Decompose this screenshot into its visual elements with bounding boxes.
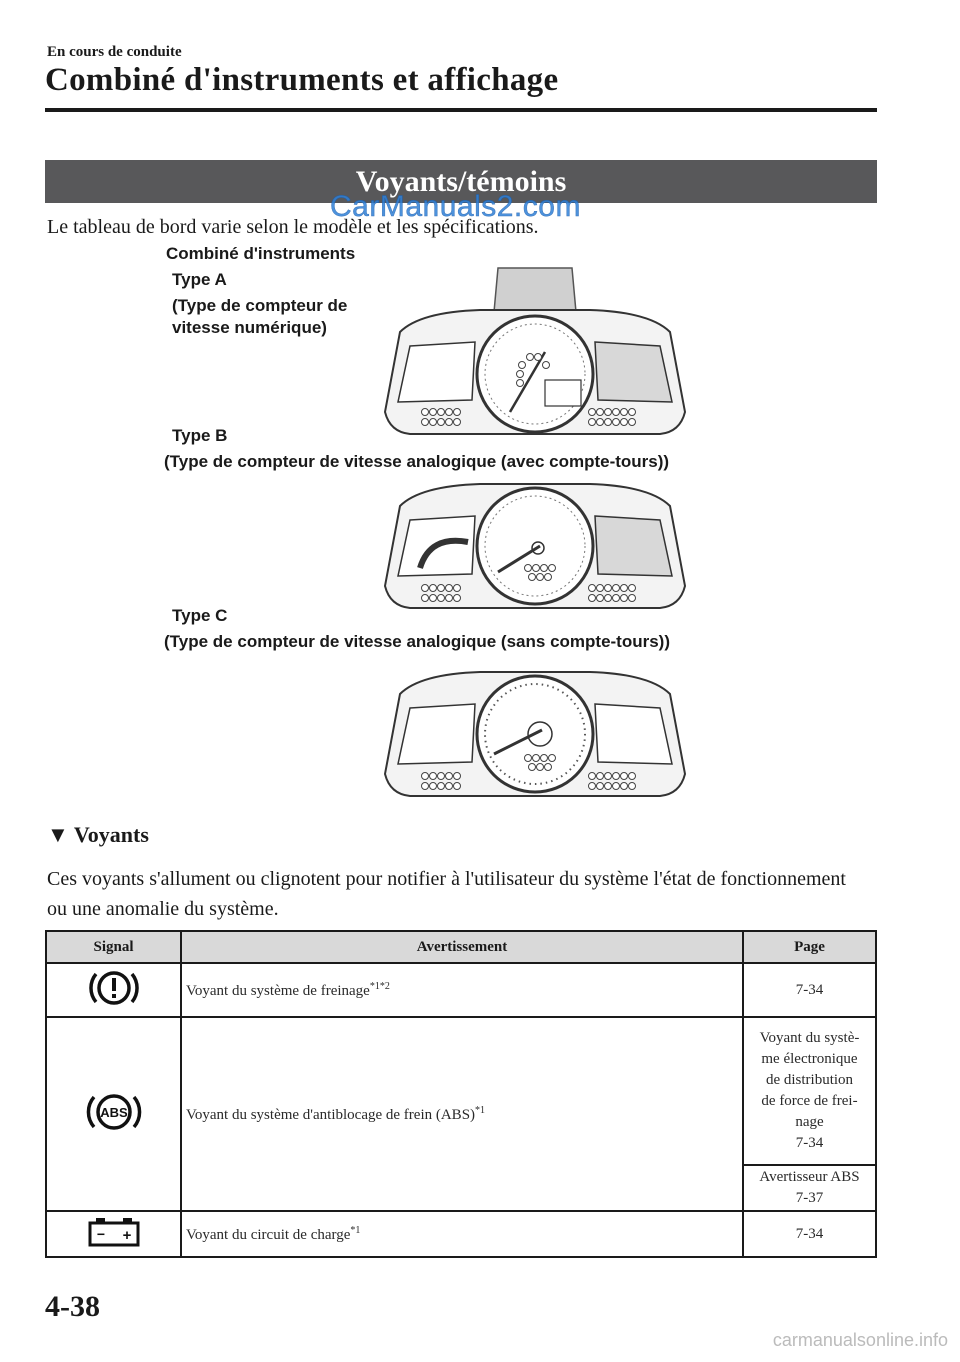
warning-text: Voyant du circuit de charge$^{*1}$ [181, 1211, 743, 1257]
svg-text:ABS: ABS [99, 1104, 128, 1120]
header-warning: Avertissement [181, 931, 743, 963]
section-banner: Voyants/témoins [45, 160, 877, 203]
brake-warning-icon [86, 966, 142, 1010]
type-a-desc-2: vitesse numérique) [172, 318, 327, 337]
type-c-label: Type C [172, 606, 228, 625]
table-row [46, 1211, 876, 1257]
page-ref: 7-34 [743, 1211, 876, 1257]
table-row [46, 963, 876, 1017]
page-ref: Avertisseur ABS 7-37 [743, 1165, 876, 1211]
signals-table [45, 930, 877, 1258]
type-a-label: Type A [172, 270, 227, 289]
figure-heading: Combiné d'instruments [166, 244, 356, 263]
dashboard-type-a-illustration [380, 262, 690, 437]
warning-text: Voyant du système d'antiblocage de frein (ABS)$^{*1}$ [181, 1017, 743, 1211]
header-signal: Signal [46, 931, 181, 963]
voyants-heading: ▼ Voyants [47, 822, 149, 847]
abs-warning-icon [82, 1088, 146, 1136]
page-number: 4-38 [45, 1290, 100, 1323]
svg-text:+: + [122, 1226, 131, 1244]
page-ref: Voyant du systè- me électronique de distribution de force de frei- nage 7-34 [743, 1017, 876, 1165]
dashboard-type-b-illustration [380, 480, 690, 610]
battery-charge-icon [84, 1215, 144, 1249]
intro-text: Le tableau de bord varie selon le modèle et les spécifications. [47, 216, 539, 238]
type-c-desc: (Type de compteur de vitesse analogique (sans compte-tours)) [164, 632, 671, 651]
breadcrumb: En cours de conduite [47, 44, 182, 60]
footer-watermark: carmanualsonline.info [772, 1330, 948, 1350]
chapter-title: Combiné d'instruments et affichage [45, 62, 559, 98]
type-a-desc-1: (Type de compteur de [172, 296, 348, 315]
page-ref: 7-34 [743, 963, 876, 1017]
table-header-row [46, 931, 876, 963]
warning-text: Voyant du système de freinage$^{*1*2}$ [181, 963, 743, 1017]
table-row [46, 1017, 876, 1165]
header-page: Page [743, 931, 876, 963]
voyants-paragraph: Ces voyants s'allument ou clignotent pour notifier à l'utilisateur du système l'état de fonctionnement ou une anomalie du système. [47, 868, 846, 920]
type-b-label: Type B [172, 426, 228, 445]
svg-text:−: − [96, 1225, 105, 1242]
dashboard-type-c-illustration [380, 662, 690, 802]
triangle-down-icon: ▼ [47, 822, 69, 847]
type-b-desc: (Type de compteur de vitesse analogique (avec compte-tours)) [164, 452, 670, 471]
header-rule [45, 108, 877, 112]
watermark-logo: CarManuals2.com [330, 190, 581, 223]
